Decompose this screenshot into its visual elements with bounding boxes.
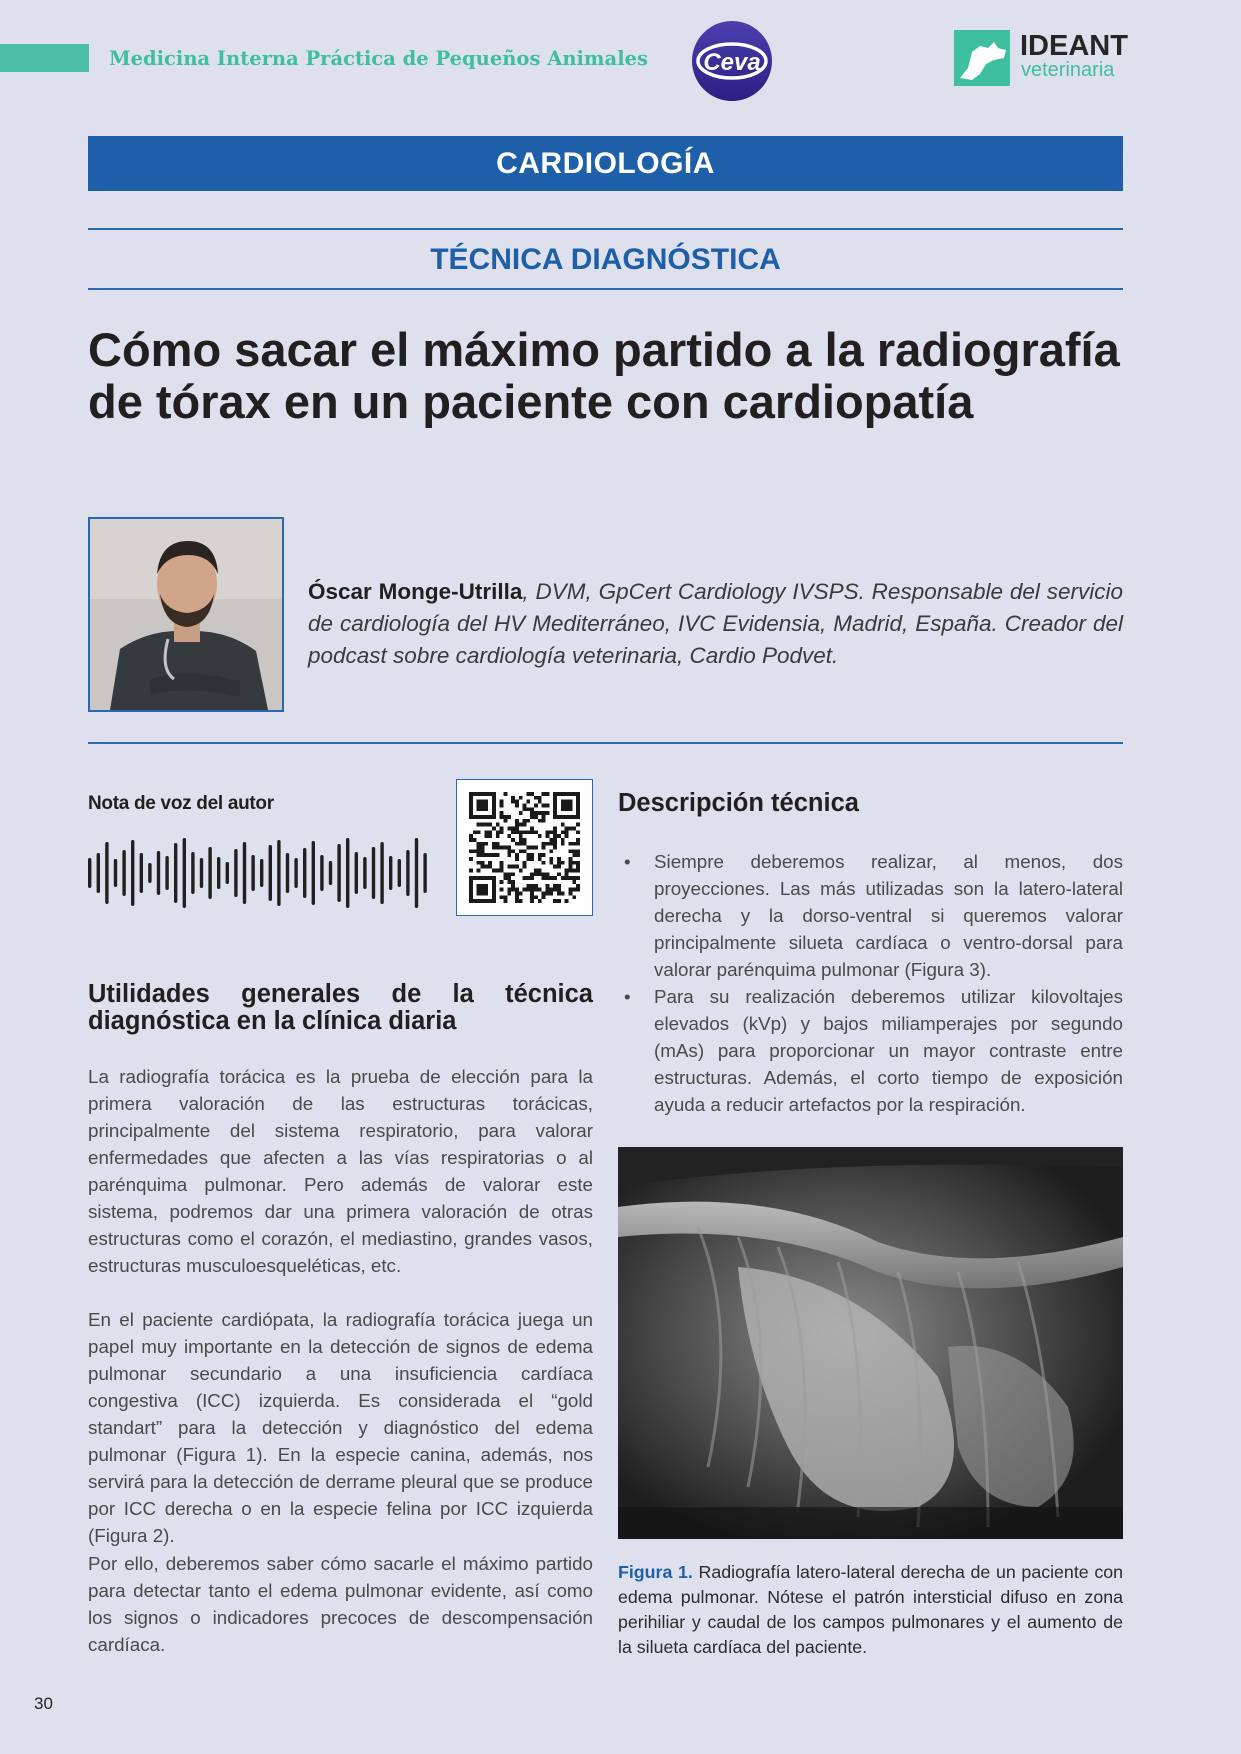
waveform-bar: [398, 859, 401, 887]
ideant-logo-text: IDEANT: [1020, 30, 1128, 62]
waveform-bar: [174, 843, 177, 903]
waveform-bar: [380, 842, 383, 904]
journal-title: Medicina Interna Práctica de Pequeños Animales: [109, 47, 648, 70]
waveform-bar: [312, 841, 315, 905]
waveform-bar: [157, 851, 160, 895]
audio-waveform-icon[interactable]: [86, 836, 436, 910]
waveform-bar: [286, 853, 289, 893]
waveform-bar: [346, 838, 349, 908]
waveform-bar: [200, 858, 203, 888]
list-item: [618, 983, 1123, 1118]
waveform-bar: [303, 848, 306, 898]
ideant-dog-icon: [954, 30, 1012, 88]
waveform-bar: [165, 856, 168, 890]
technical-heading: Descripción técnica: [618, 789, 859, 817]
ceva-logo-text: Ceva: [703, 49, 761, 76]
body-paragraph: Por ello, deberemos saber cómo sacarle el máximo partido para detectar tanto el edema pulmonar evidente, así como los signos o indicadores precoces de descompensación cardíaca.: [88, 1553, 593, 1655]
figure-label: Figura 1.: [618, 1562, 693, 1582]
waveform-bar: [226, 862, 229, 884]
body-paragraph: La radiografía torácica es la prueba de elección para la primera valoración de las estructuras torácicas, principalmente del sistema respiratorio, para valorar enfermedades que afecten a las vías respiratorias o al parénquima pulmonar. Pero además de valorar este sistema, podremos dar una primera valoración de otras estructuras como el corazón, el mediastino, grandes vasos, estructuras musculoesqueléticas, etc.: [88, 1066, 593, 1276]
waveform-bar: [372, 847, 375, 899]
ceva-logo: [689, 20, 775, 102]
list-item: [618, 848, 1123, 983]
author-bio: [308, 576, 1123, 672]
section-banner: CARDIOLOGÍA: [88, 136, 1123, 191]
waveform-bar: [234, 849, 237, 897]
waveform-bar: [415, 838, 418, 908]
waveform-bar: [191, 852, 194, 894]
waveform-bar: [243, 842, 246, 904]
author-description: , DVM, GpCert Cardiology IVSPS. Responsable del servicio de cardiología del HV Mediterráneo, IVC Evidensia, Madrid, España. Creador del podcast sobre cardiología veterinaria, Cardio Podvet.: [308, 579, 1123, 668]
figure-caption: [618, 1560, 1123, 1660]
waveform-bar: [105, 842, 108, 904]
ideant-logo-subtext: veterinaria: [1021, 59, 1115, 81]
figure-1-radiograph: [618, 1147, 1123, 1539]
utilities-heading: Utilidades generales de la técnica diagnóstica en la clínica diaria: [88, 980, 593, 1035]
article-title: Cómo sacar el máximo partido a la radiografía de tórax en un paciente con cardiopatía: [88, 323, 1120, 428]
body-paragraph: [88, 1306, 593, 1549]
waveform-bar: [269, 845, 272, 901]
thorax-xray-image: [618, 1147, 1123, 1539]
waveform-bar: [406, 850, 409, 896]
author-portrait-image: [90, 519, 282, 710]
waveform-bar: [320, 855, 323, 891]
waveform-bar: [329, 861, 332, 885]
bullet-icon: •: [624, 986, 631, 1007]
qr-code-icon[interactable]: [469, 792, 580, 903]
waveform-bar: [217, 857, 220, 889]
waveform-bar: [97, 853, 100, 893]
waveform-bar: [122, 850, 125, 896]
body-paragraph-text: En el paciente cardiópata, la radiografía torácica juega un papel muy importante en la detección de signos de edema pulmonar secundario a una insuficiencia cardíaca congestiva (ICC) izquierda. Es considerada el “gold standart” para la detección y diagnóstico del edema pulmonar (Figura 1). En la especie canina, además, nos servirá para la detección de derrame pleural que se produce por ICC derecha o en la especie felina por ICC izquierda (Figura 2).: [88, 1309, 593, 1546]
subsection-title: TÉCNICA DIAGNÓSTICA: [430, 243, 781, 276]
waveform-bar: [140, 853, 143, 893]
author-name: Óscar Monge-Utrilla: [308, 579, 523, 604]
waveform-bar: [114, 859, 117, 887]
waveform-bar: [183, 838, 186, 908]
page-number: 30: [34, 1694, 53, 1713]
header-accent-bar: [0, 44, 89, 72]
waveform-bar: [389, 856, 392, 890]
figure-caption-text: Radiografía latero-lateral derecha de un paciente con edema pulmonar. Nótese el patrón intersticial difuso en zona perihiliar y caudal de los campos pulmonares y el aumento de la silueta cardíaca del paciente.: [618, 1562, 1123, 1657]
waveform-bar: [423, 853, 426, 893]
list-item-text: Para su realización deberemos utilizar kilovoltajes elevados (kVp) y bajos miliamperajes por segundo (mAs) para proporcionar un mayor contraste entre estructuras. Además, el corto tiempo de exposición ayuda a reducir artefactos por la respiración.: [654, 986, 1123, 1115]
author-photo: [88, 517, 284, 712]
divider: [88, 742, 1123, 744]
waveform-bar: [131, 840, 134, 906]
waveform-bar: [355, 852, 358, 894]
voice-note-label: Nota de voz del autor: [88, 793, 274, 814]
waveform-bar: [294, 858, 297, 888]
waveform-bar: [251, 855, 254, 891]
list-item-text: Siempre deberemos realizar, al menos, dos proyecciones. Las más utilizadas son la latero-lateral derecha y la dorso-ventral si queremos valorar principalmente silueta cardíaca o ventro-dorsal para valorar parénquima pulmonar (Figura 3).: [654, 851, 1123, 980]
waveform-bar: [363, 857, 366, 889]
divider: [88, 288, 1123, 290]
waveform-bar: [260, 859, 263, 887]
waveform-bar: [337, 844, 340, 902]
waveform-bar: [277, 840, 280, 906]
waveform-bar: [148, 863, 151, 883]
bullet-icon: •: [624, 851, 631, 872]
waveform-bar: [208, 847, 211, 899]
waveform-bar: [88, 858, 91, 888]
divider: [88, 228, 1123, 230]
